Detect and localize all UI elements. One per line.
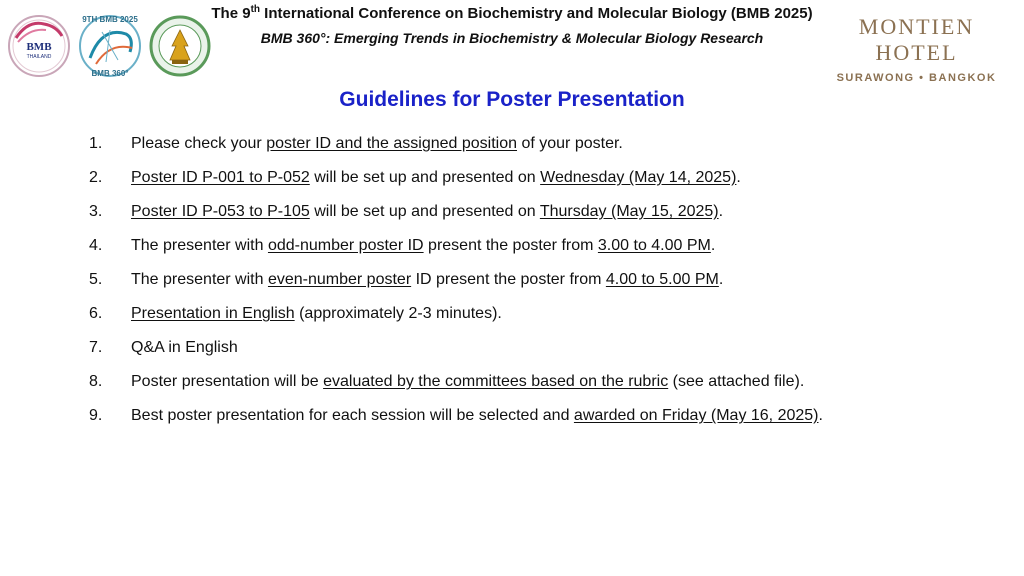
bmb-thailand-logo [9,16,69,76]
guideline-number: 2. [89,169,103,186]
guideline-emphasis: Poster ID P-053 to P-105 [131,203,310,220]
guideline-segment: Please check your [131,135,267,152]
guideline-emphasis: awarded on Friday (May 16, 2025) [573,407,819,424]
guideline-item [89,267,989,301]
guideline-segment: Q&A in English [131,339,238,356]
hotel-logo [819,14,1014,84]
guideline-item [89,403,989,437]
hotel-location: SURAWONG • BANGKOK [836,72,997,84]
guideline-emphasis: Poster ID P-001 to P-052 [131,169,310,186]
guideline-segment: . [718,271,724,288]
guideline-emphasis: odd-number poster ID [267,237,424,254]
guideline-segment: present the poster from [423,237,598,254]
guideline-emphasis: 4.00 to 5.00 PM [605,271,719,288]
guideline-item [89,369,989,403]
guideline-segment: Best poster presentation for each session will be selected and [131,407,574,424]
guideline-number: 7. [89,339,103,356]
conference-title-post: International Conference on Biochemistry and Molecular Biology (BMB 2025) [260,5,813,22]
guideline-number: 6. [89,305,103,322]
logo-group-graphic [6,8,211,86]
bmb-2025-bottom-text: BMB 360° [91,69,129,78]
guideline-text [131,165,741,199]
guidelines-list [89,131,989,437]
guideline-number: 3. [89,203,103,220]
guideline-emphasis: Presentation in English [131,305,295,322]
conference-title-pre: The 9 [211,5,251,22]
guideline-item [89,335,989,369]
guideline-segment: of your poster. [517,135,623,152]
guideline-number: 1. [89,135,103,152]
guideline-text [131,335,238,369]
conference-subtitle: BMB 360°: Emerging Trends in Biochemistry & Molecular Biology Research [260,30,764,46]
guideline-number: 8. [89,373,103,390]
guideline-segment: Poster presentation will be [131,373,324,390]
guideline-item [89,301,989,335]
guideline-number: 5. [89,271,103,288]
guideline-emphasis: even-number poster [267,271,412,288]
conference-title-sup: th [250,4,261,15]
guideline-item [89,199,989,233]
guideline-segment: (approximately 2-3 minutes). [294,305,502,322]
guideline-item [89,165,989,199]
guideline-item [89,233,989,267]
guideline-text [131,233,715,267]
bmb-thailand-subtext: THAILAND [26,54,52,60]
guideline-emphasis: 3.00 to 4.00 PM [597,237,711,254]
guideline-emphasis: poster ID and the assigned position [266,135,518,152]
guideline-segment: . [710,237,716,254]
guideline-segment: will be set up and presented on [309,169,541,186]
guideline-emphasis: evaluated by the committees based on the rubric [323,373,669,390]
guideline-text [131,403,823,437]
conference-logos [6,8,211,86]
guideline-segment: (see attached file). [668,373,805,390]
guideline-text [131,131,623,165]
guideline-emphasis: Thursday (May 15, 2025) [539,203,719,220]
conference-title [200,4,824,24]
guideline-number: 4. [89,237,103,254]
hotel-name: MONTIEN HOTEL [858,14,975,65]
bmb-thailand-text: BMB [26,41,52,53]
guideline-text [131,301,502,335]
guideline-segment: The presenter with [131,271,268,288]
guideline-segment: . [718,203,724,220]
guideline-number: 9. [89,407,103,424]
bmb-2025-arc-text: 9TH BMB 2025 [82,15,138,24]
guideline-segment: will be set up and presented on [309,203,540,220]
guideline-segment: . [736,169,741,186]
guideline-emphasis: Wednesday (May 14, 2025) [540,169,737,186]
bmb-2025-logo [80,15,140,78]
guideline-item [89,131,989,165]
guideline-text [131,199,723,233]
guideline-segment: ID present the poster from [411,271,606,288]
guideline-segment: The presenter with [131,237,268,254]
guideline-text [131,267,723,301]
guideline-segment: . [818,407,823,424]
slide-title: Guidelines for Poster Presentation [339,88,685,111]
guideline-text [131,369,804,403]
